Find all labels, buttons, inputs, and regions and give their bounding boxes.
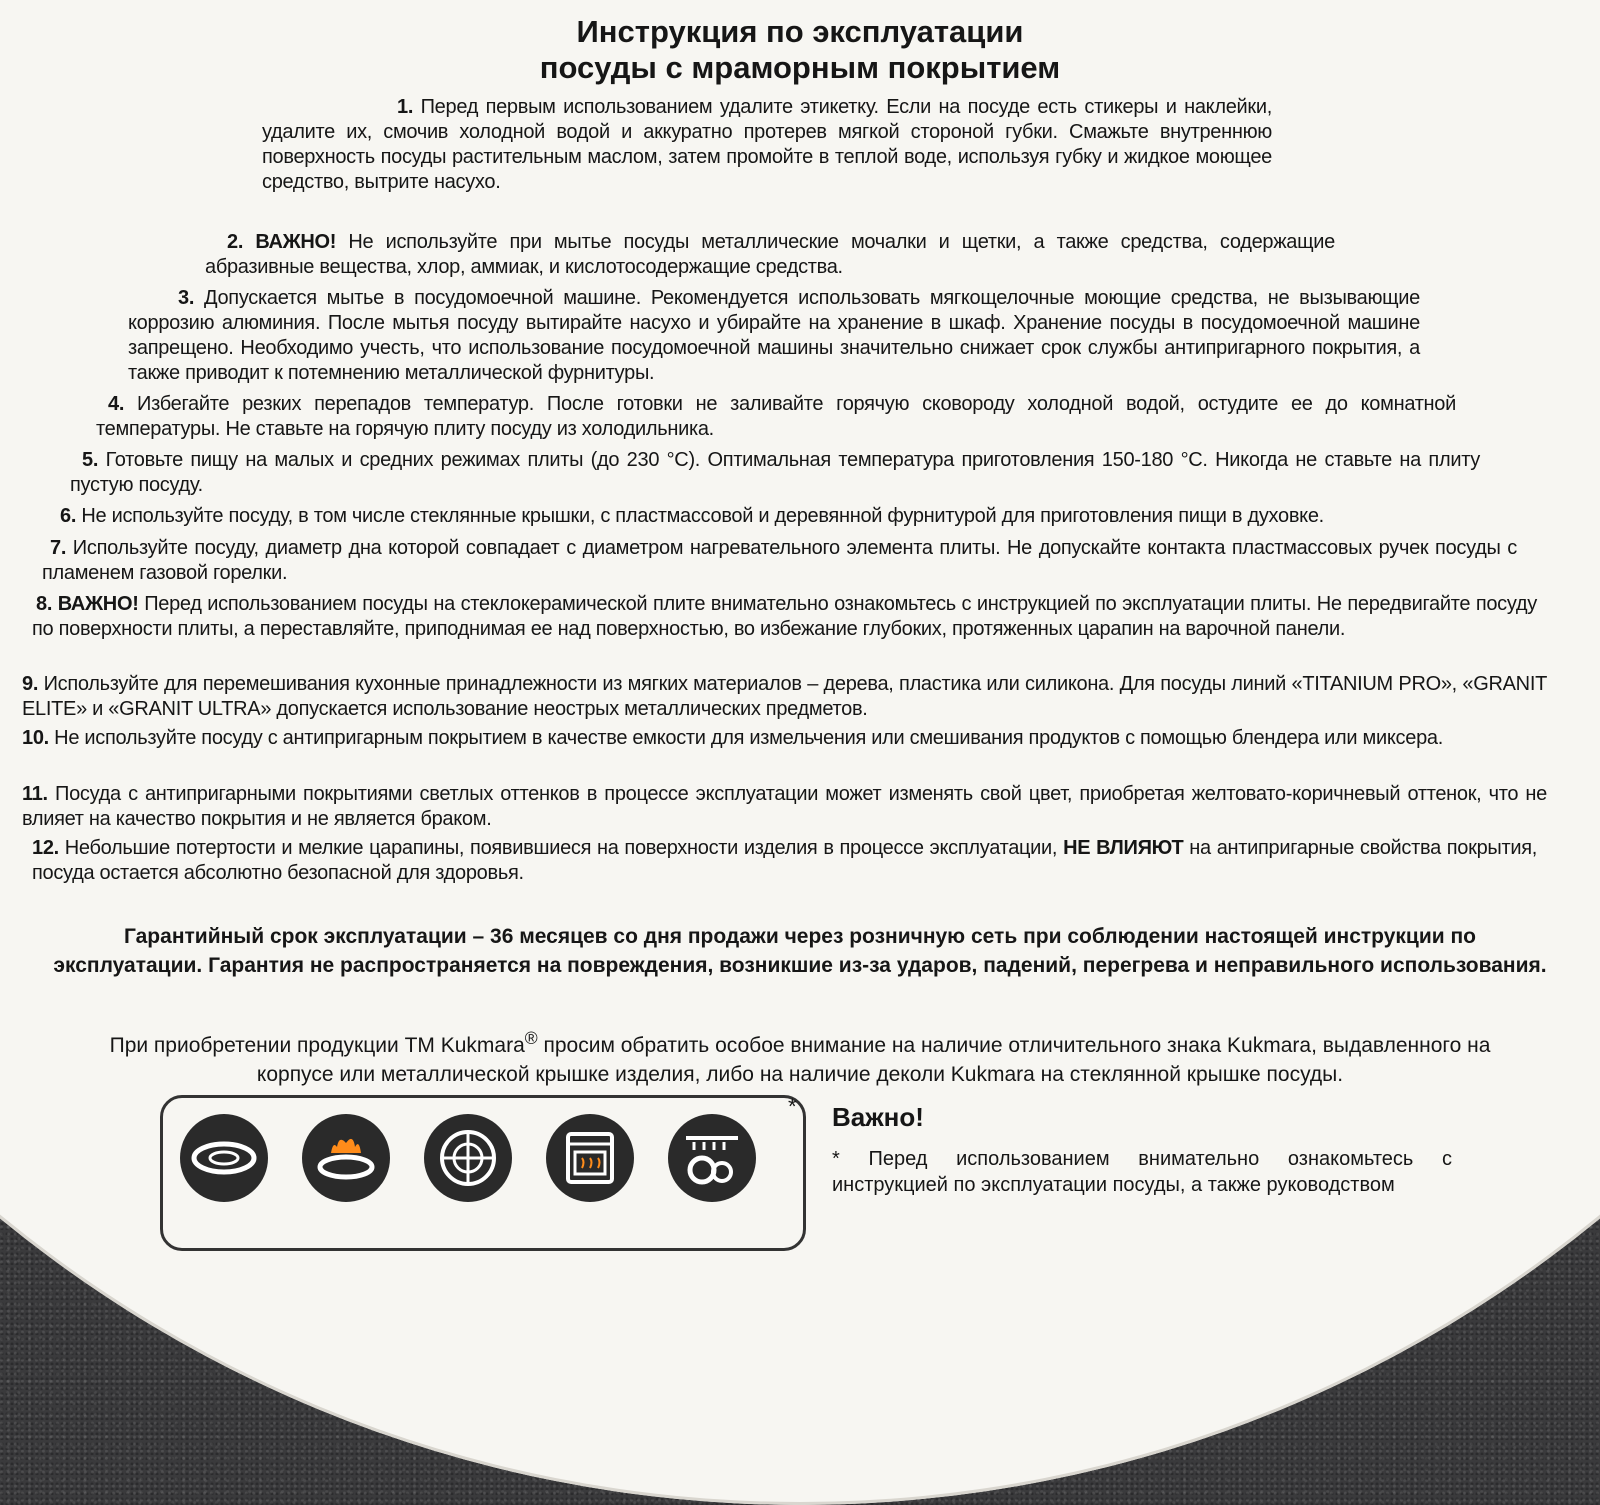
instruction-item-1: 1. Перед первым использованием удалите этикетку. Если на посуде есть стикеры и наклейки, удалите их, смочив холодной водой и аккуратно протерев мягкой стороной губки. Смажьте внутреннюю поверхность посуды растительным маслом, затем промойте в теплой воде, используя губку и жидкое моющее средство, вытрите насухо. (262, 96, 1272, 193)
kukmara-note: При приобретении продукции ТМ Kukmara® просим обратить особое внимание на наличие отличительного знака Kukmara, выдавленного на корпусе или металлической крышке изделия, либо на наличие деколи Kukmara на стеклянной крышке посуды. (109, 1028, 1491, 1086)
instruction-item-4: 4. Избегайте резких перепадов температур. После готовки не заливайте горячую сковороду холодной водой, остудите ее до комнатной температуры. Не ставьте на горячую плиту посуду из холодильника. (96, 393, 1456, 440)
instruction-item-7: 7. Используйте посуду, диаметр дна которой совпадает с диаметром нагревательного элемента плиты. Не допускайте контакта пластмассовых ручек посуды с пламенем газовой горелки. (42, 537, 1517, 584)
instruction-item-3: 3. Допускается мытье в посудомоечной машине. Рекомендуется использовать мягкощелочные моющие средства, не вызывающие коррозию алюминия. После мытья посуду вытирайте насухо и убирайте на хранение в шкаф. Хранение посуды в посудомоечной машине запрещено. Необходимо учесть, что использование посудомоечной машины значительно снижает срок службы антипригарного покрытия, а также приводит к потемнению металлической фурнитуры. (128, 287, 1420, 384)
instruction-item-11: 11. Посуда с антипригарными покрытиями светлых оттенков в процессе эксплуатации может изменять свой цвет, приобретая желтовато-коричневый оттенок, что не влияет на качество покрытия и не является браком. (22, 783, 1547, 830)
instruction-item-5: 5. Готовьте пищу на малых и средних режимах плиты (до 230 °С). Оптимальная температура приготовления 150-180 °С. Никогда не ставьте на плиту пустую посуду. (70, 449, 1480, 496)
gas-stove-icon (302, 1114, 390, 1202)
instruction-item-6: 6. Не используйте посуду, в том числе стеклянные крышки, с пластмассовой и деревянной фурнитурой для приготовления пищи в духовке. (60, 505, 1324, 527)
instruction-item-9: 9. Используйте для перемешивания кухонные принадлежности из мягких материалов – дерева, пластика или силикона. Для посуды линий «TITANIUM PRO», «GRANIT ELITE» и «GRANIT ULTRA» допускается использование неострых металлических предметов. (22, 673, 1547, 720)
instruction-item-10: 10. Не используйте посуду с антипригарным покрытием в качестве емкости для измельчения или смешивания продуктов с помощью блендера или миксера. (22, 727, 1443, 749)
glass-ceramic-stove-icon (424, 1114, 512, 1202)
dishwasher-icon (668, 1114, 756, 1202)
instruction-item-2: 2. ВАЖНО! Не используйте при мытье посуды металлические мочалки и щетки, а также средства, содержащие абразивные вещества, хлор, аммиак, и кислотосодержащие средства. (205, 231, 1335, 278)
asterisk-mark: * (788, 1094, 797, 1119)
instruction-item-12: 12. Небольшие потертости и мелкие царапины, появившиеся на поверхности изделия в процессе эксплуатации, НЕ ВЛИЯЮТ на антипригарные свойства покрытия, посуда остается абсолютно безопасной для здоровья. (32, 837, 1537, 884)
important-title: Важно! (832, 1102, 924, 1132)
oven-icon (546, 1114, 634, 1202)
important-text: * Перед использованием внимательно ознакомьтесь с инструкцией по эксплуатации посуды, а также руководством (832, 1148, 1452, 1196)
page-title: Инструкция по эксплуатации посуды с мраморным покрытием (539, 14, 1061, 85)
guarantee-note: Гарантийный срок эксплуатации – 36 месяцев со дня продажи через розничную сеть при соблюдении настоящей инструкции по эксплуатации. Гарантия не распространяется на повреждения, возникшие из-за ударов, падений, перегрева и неправильного использования. (53, 925, 1547, 977)
instruction-item-8: 8. ВАЖНО! Перед использованием посуды на стеклокерамической плите внимательно ознакомьтесь с инструкцией по эксплуатации плиты. Не передвигайте посуду по поверхности плиты, а переставляйте, приподнимая ее над поверхностью, во избежание глубоких, протяженных царапин на варочной панели. (32, 593, 1537, 640)
electric-stove-icon (180, 1114, 268, 1202)
